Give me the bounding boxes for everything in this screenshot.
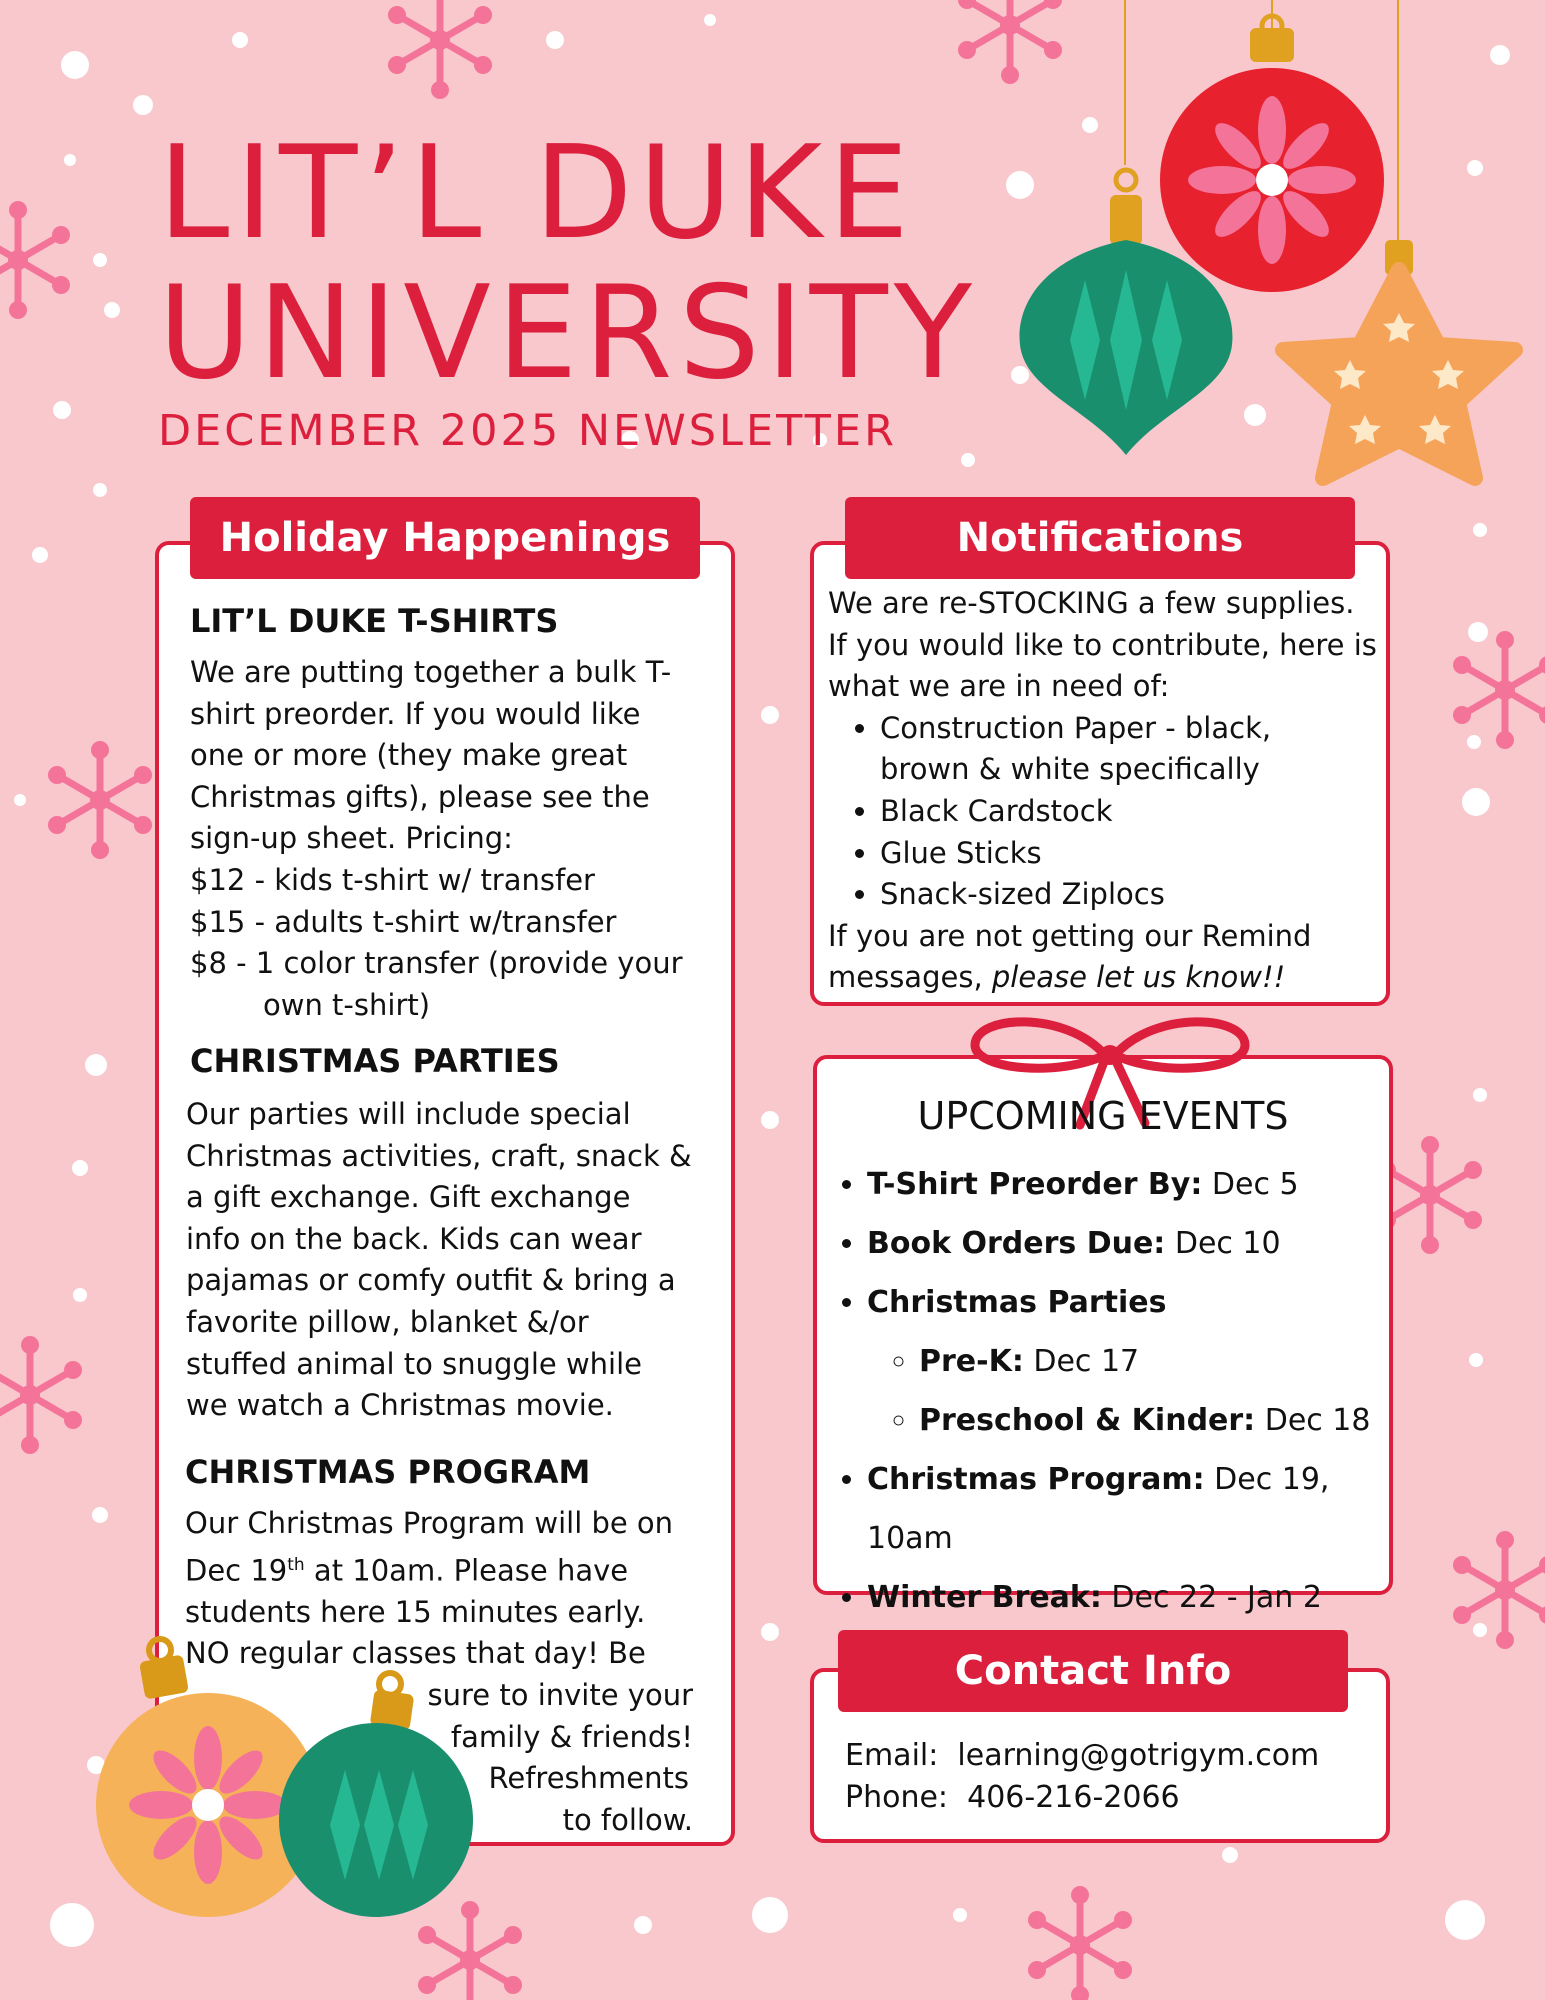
text-line: We are putting together a bulk T-	[190, 655, 672, 689]
tshirts-title: LIT’L DUKE T-SHIRTS	[190, 602, 559, 640]
event-item	[867, 1568, 1400, 1627]
text-line: to follow.	[562, 1802, 693, 1837]
text-line: Our Christmas Program will be on	[185, 1506, 674, 1540]
text-line: We are re-STOCKING a few supplies.	[828, 586, 1355, 620]
program-date: Dec 19	[185, 1553, 288, 1588]
event-label: T-Shirt Preorder By:	[867, 1167, 1203, 1202]
text-line: family & friends!	[450, 1719, 693, 1754]
price-adults: $15 - adults t-shirt w/transfer	[190, 904, 617, 939]
orange-ornament-icon	[96, 1639, 320, 1917]
text-line: stuffed animal to snuggle while	[186, 1346, 642, 1381]
text-line: If you would like to contribute, here is	[828, 627, 1377, 662]
event-label: Book Orders Due:	[867, 1226, 1166, 1261]
parties-sublist	[867, 1332, 1400, 1450]
supply-item: • Construction Paper - black, brown & white specifically	[880, 708, 1388, 791]
remind-text: If you are not getting our Remind messages,	[828, 918, 1312, 995]
phone-line	[845, 1777, 1385, 1819]
text-line: Refreshments	[488, 1761, 689, 1796]
parties-title: CHRISTMAS PARTIES	[190, 1042, 560, 1080]
price-kids: $12 - kids t-shirt w/ transfer	[190, 862, 595, 897]
event-date: Dec 5	[1202, 1167, 1299, 1202]
supply-item: • Snack-sized Ziplocs	[880, 874, 1388, 916]
event-item	[867, 1214, 1400, 1273]
event-label: Preschool & Kinder:	[919, 1403, 1256, 1438]
text-line: sign-up sheet. Pricing:	[190, 821, 513, 856]
phone-label: Phone:	[845, 1779, 949, 1815]
text-line: favorite pillow, blanket &/or	[186, 1304, 589, 1339]
event-item	[867, 1273, 1400, 1450]
supply-item: • Glue Sticks	[880, 833, 1388, 875]
text-line: NO regular classes that day! Be	[185, 1636, 646, 1671]
event-date: Dec 10	[1165, 1226, 1281, 1261]
text-line: shirt preorder. If you would like	[190, 696, 641, 731]
remind-note	[828, 916, 1388, 999]
text-line: sure to invite your	[427, 1678, 693, 1713]
email-line	[845, 1735, 1385, 1777]
red-ornament-icon	[1160, 16, 1384, 292]
text-line: we watch a Christmas movie.	[186, 1388, 614, 1423]
contact-info-heading: Contact Info	[838, 1630, 1348, 1712]
event-item	[867, 1155, 1400, 1214]
email-label: Email:	[845, 1738, 939, 1773]
tshirts-body	[190, 652, 730, 1026]
text-line: a gift exchange. Gift exchange	[186, 1180, 631, 1215]
events-heading: UPCOMING EVENTS	[917, 1094, 1289, 1138]
holiday-happenings-heading: Holiday Happenings	[190, 497, 700, 579]
event-subitem	[919, 1332, 1400, 1391]
program-time: at 10am. Please have	[304, 1553, 629, 1588]
phone-number[interactable]: 406-216-2066	[967, 1779, 1180, 1815]
event-date: Dec 19, 10am	[867, 1462, 1330, 1556]
ornament-cluster-bottom	[90, 1630, 490, 1930]
event-label: Winter Break:	[867, 1580, 1102, 1615]
text-line: Christmas activities, craft, snack &	[186, 1138, 692, 1173]
title-line-1: LIT’L DUKE	[158, 119, 915, 268]
price-transfer: $8 - 1 color transfer (provide your	[190, 946, 683, 981]
title-line-2: UNIVERSITY	[158, 259, 978, 408]
event-label: Pre-K:	[919, 1344, 1024, 1379]
remind-emphasis: please let us know!!	[991, 960, 1286, 995]
supplies-list	[828, 708, 1388, 916]
text-line: students here 15 minutes early.	[185, 1594, 646, 1629]
text-line	[185, 1545, 693, 1592]
text-line: info on the back. Kids can wear	[186, 1221, 642, 1256]
program-title: CHRISTMAS PROGRAM	[185, 1453, 591, 1491]
event-label: Christmas Program:	[867, 1462, 1205, 1497]
text-line: one or more (they make great	[190, 738, 628, 773]
notifications-body	[828, 583, 1388, 999]
text-line: Our parties will include special	[186, 1097, 631, 1131]
text-line: own t-shirt)	[263, 987, 431, 1022]
notifications-heading: Notifications	[845, 497, 1355, 579]
supply-item: • Black Cardstock	[880, 791, 1388, 833]
events-body	[815, 1155, 1400, 1627]
event-label: Christmas Parties	[867, 1285, 1167, 1320]
event-date: Dec 17	[1023, 1344, 1140, 1379]
text-line: what we are in need of:	[828, 669, 1170, 704]
event-subitem	[919, 1391, 1400, 1450]
text-line: pajamas or comfy outfit & bring a	[186, 1263, 676, 1298]
date-suffix: th	[287, 1554, 305, 1575]
events-list	[815, 1155, 1400, 1627]
parties-body	[186, 1094, 731, 1427]
contact-body	[845, 1735, 1385, 1818]
text-line: Christmas gifts), please see the	[190, 779, 650, 814]
newsletter-subtitle: DECEMBER 2025 NEWSLETTER	[158, 406, 897, 456]
ornament-cluster-top	[1010, 0, 1530, 500]
email-link[interactable]: learning@gotrigym.com	[957, 1738, 1320, 1773]
event-date: Dec 22 - Jan 2	[1101, 1580, 1322, 1615]
event-item	[867, 1450, 1400, 1568]
green-ball-ornament-icon	[279, 1673, 473, 1917]
event-date: Dec 18	[1255, 1403, 1371, 1438]
